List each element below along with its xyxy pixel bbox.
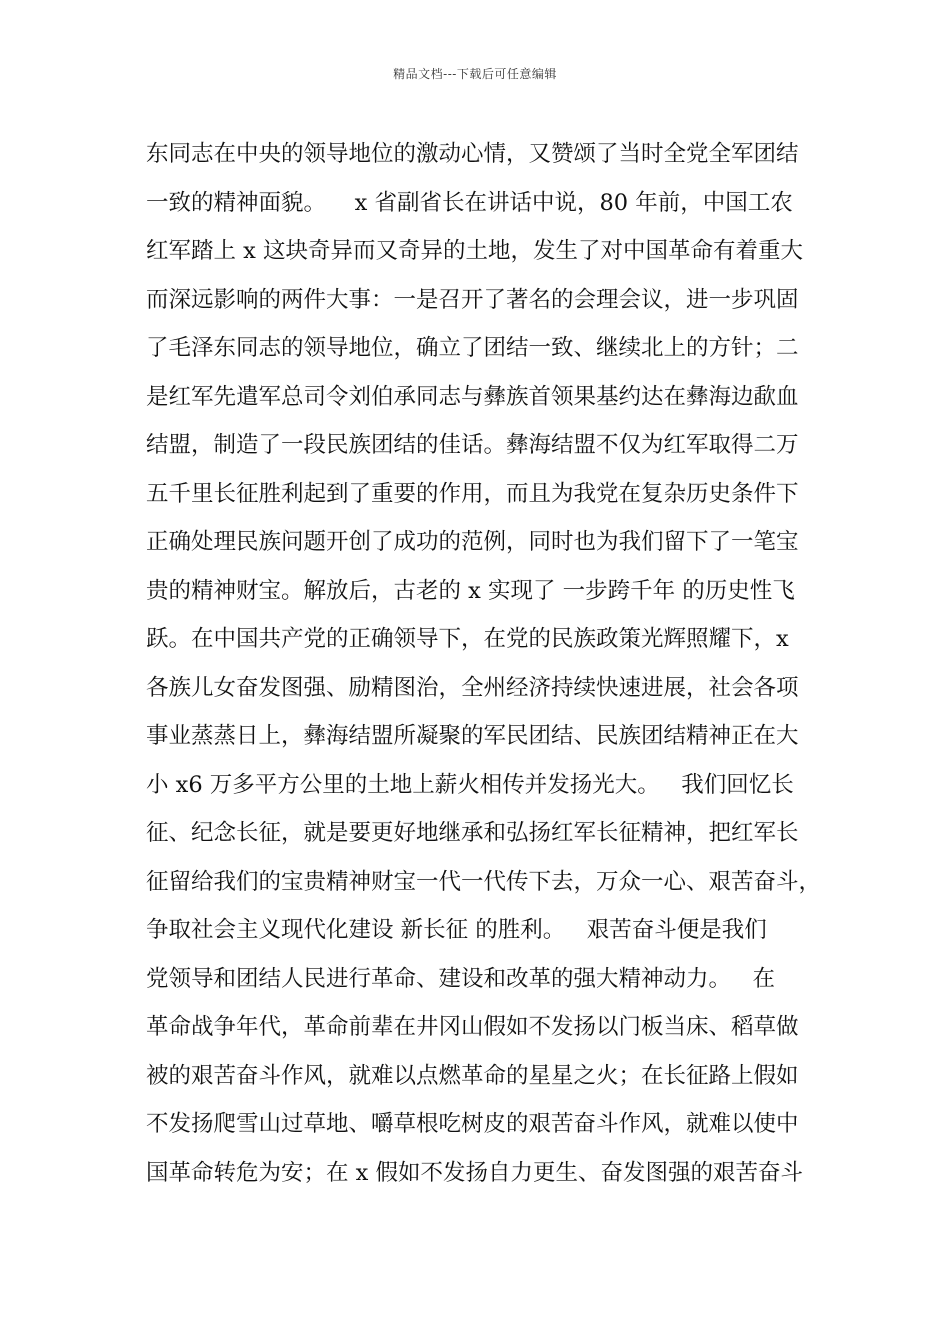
document-body xyxy=(146,130,822,1197)
text-line: 贵的精神财宝。解放后，古老的 x 实现了 一步跨千年 的历史性飞 xyxy=(146,577,795,604)
text-line: 结盟，制造了一段民族团结的佳话。彝海结盟不仅为红军取得二万 xyxy=(146,432,799,458)
text-line: 小 x6 万多平方公里的土地上薪火相传并发扬光大。 我们回忆长 xyxy=(146,771,794,798)
text-line: 国革命转危为安；在 x 假如不发扬自力更生、奋发图强的艰苦奋斗 xyxy=(146,1159,803,1186)
page-header: 精品文档---下载后可任意编辑 xyxy=(393,67,557,81)
text-line: 争取社会主义现代化建设 新长征 的胜利。 艰苦奋斗便是我们 xyxy=(146,917,767,943)
text-line: 跃。在中国共产党的正确领导下，在党的民族政策光辉照耀下，x xyxy=(146,626,789,652)
text-line: 征、纪念长征，就是要更好地继承和弘扬红军长征精神，把红军长 xyxy=(146,820,799,846)
text-line: 一致的精神面貌。 x 省副省长在讲话中说，80 年前，中国工农 xyxy=(146,189,793,216)
text-line: 事业蒸蒸日上，彝海结盟所凝聚的军民团结、民族团结精神正在大 xyxy=(146,723,799,749)
text-line: 东同志在中央的领导地位的激动心情，又赞颂了当时全党全军团结 xyxy=(146,141,799,167)
text-line: 革命战争年代，革命前辈在井冈山假如不发扬以门板当床、稻草做 xyxy=(146,1014,799,1040)
text-line: 被的艰苦奋斗作风，就难以点燃革命的星星之火；在长征路上假如 xyxy=(146,1062,799,1089)
text-line: 各族儿女奋发图强、励精图治，全州经济持续快速进展，社会各项 xyxy=(146,674,799,701)
text-line: 红军踏上 x 这块奇异而又奇异的土地，发生了对中国革命有着重大 xyxy=(146,238,803,264)
text-line: 不发扬爬雪山过草地、嚼草根吃树皮的艰苦奋斗作风，就难以使中 xyxy=(146,1111,799,1137)
text-line: 而深远影响的两件大事：一是召开了著名的会理会议，进一步巩固 xyxy=(146,286,799,313)
text-line: 是红军先遣军总司令刘伯承同志与彝族首领果基约达在彝海边歃血 xyxy=(146,383,799,410)
text-line: 了毛泽东同志的领导地位，确立了团结一致、继续北上的方针；二 xyxy=(146,335,799,361)
text-line: 正确处理民族问题开创了成功的范例，同时也为我们留下了一笔宝 xyxy=(146,529,799,555)
text-line: 征留给我们的宝贵精神财宝一代一代传下去，万众一心、艰苦奋斗， xyxy=(146,868,822,895)
text-line: 党领导和团结人民进行革命、建设和改革的强大精神动力。 在 xyxy=(146,965,775,992)
text-line: 五千里长征胜利起到了重要的作用，而且为我党在复杂历史条件下 xyxy=(146,480,799,507)
